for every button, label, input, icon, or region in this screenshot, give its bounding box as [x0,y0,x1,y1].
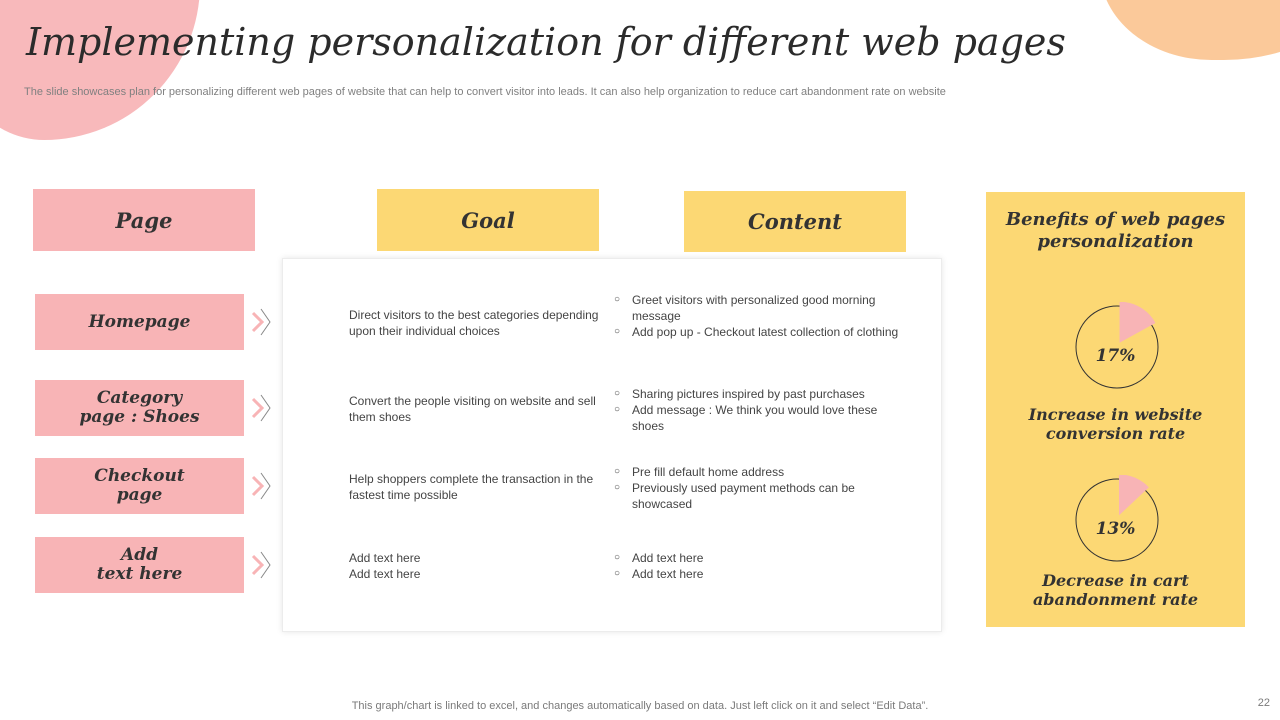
content-list [612,386,912,434]
slide-subtitle: The slide showcases plan for personalizing different web pages of website that can help to convert visitor into leads. It can also help organization to reduce cart abandonment rate on website [24,86,946,98]
column-header-content: Content [684,191,906,252]
chevron-right-icon [250,393,274,423]
chevron-right-icon [250,550,274,580]
goal-text: Add text here Add text here [349,551,421,581]
content-bullet: ○ Add pop up - Checkout latest collection of clothing [612,324,912,340]
page-label-checkout [35,458,244,514]
content-bullet: ○ Pre fill default home address [612,464,912,480]
content-bullet: ○ Previously used payment methods can be showcased [612,480,912,512]
decorative-blob-top-right [1100,0,1280,60]
page-label-homepage [35,294,244,350]
page-label-text: Homepage [88,311,191,332]
chevron-right-icon [250,307,274,337]
page-number: 22 [1257,697,1270,709]
pie-value-label: 17% [1095,346,1136,366]
page-label-text: Add text here [96,545,183,584]
page-label-add-text [35,537,244,593]
footer-note: This graph/chart is linked to excel, and changes automatically based on data. Just left click on it and select “Edit Data”. [351,700,929,712]
chevron-right-icon [250,471,274,501]
goal-text: Help shoppers complete the transaction in the fastest time possible [349,472,594,502]
content-list [612,464,912,512]
page-label-text: Checkout page [94,466,185,505]
content-bullet: ○ Add text here [612,550,912,566]
content-list [612,292,912,340]
pie-slice-conversion [1120,302,1156,343]
benefits-title: Benefits of web pages personalization [1005,209,1226,252]
benefit-description: Decrease in cart abandonment rate [1032,571,1199,609]
column-header-page: Page [33,189,255,251]
goal-text: Direct visitors to the best categories depending upon their individual choices [349,308,599,338]
content-bullet: ○ Greet visitors with personalized good morning message [612,292,912,324]
content-bullet: ○ Sharing pictures inspired by past purchases [612,386,912,402]
content-bullet: ○ Add message : We think you would love these shoes [612,402,912,434]
pie-value-label: 13% [1095,519,1136,539]
content-list [612,550,912,582]
benefits-panel [986,192,1245,627]
benefit-description: Increase in website conversion rate [1028,405,1203,443]
goal-text: Convert the people visiting on website and sell them shoes [349,394,596,424]
page-label-text: Category page : Shoes [79,388,200,427]
content-bullet: ○ Add text here [612,566,912,582]
pie-slice-cart-abandonment [1119,475,1149,515]
page-label-category-shoes [35,380,244,436]
slide-title: Implementing personalization for different web pages [26,20,1066,64]
column-header-goal: Goal [377,189,599,251]
